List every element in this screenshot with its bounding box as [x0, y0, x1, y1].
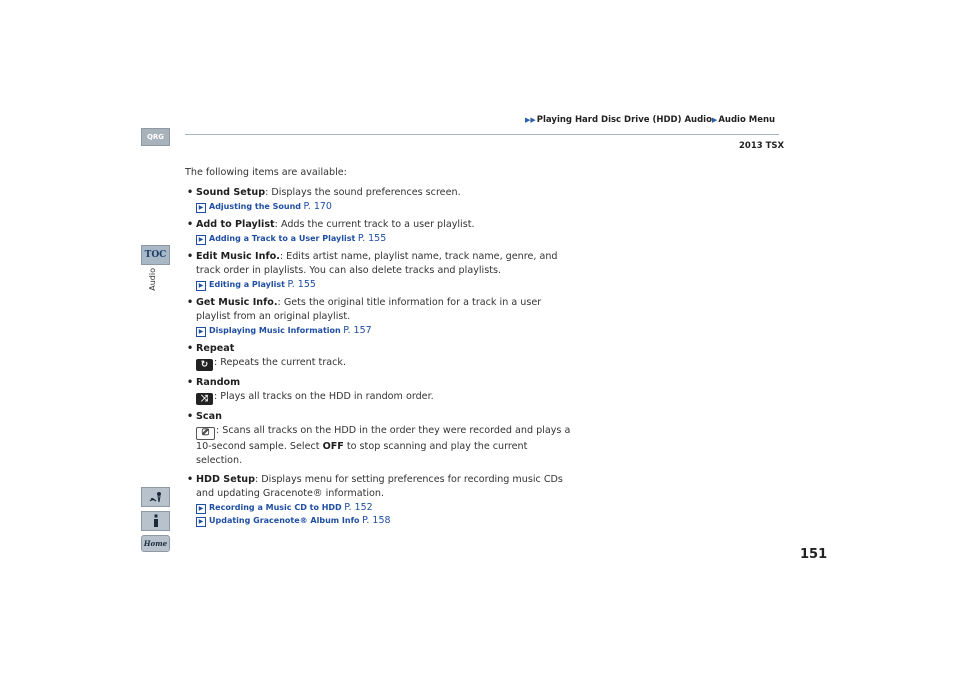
breadcrumb-arrow-icon: ▶: [711, 116, 718, 124]
page-number: 151: [800, 547, 828, 562]
header-rule: [185, 134, 779, 135]
ref-page: P. 170: [303, 201, 332, 212]
intro-text: The following items are available:: [185, 167, 347, 178]
bullet: •: [187, 377, 194, 388]
list-item: [185, 473, 575, 527]
cross-reference-link[interactable]: [196, 501, 575, 514]
scan-icon: ⎚: [196, 427, 215, 440]
bullet: •: [187, 343, 194, 354]
model-label: 2013 TSX: [739, 141, 785, 151]
list-item: [185, 410, 575, 468]
cross-reference-link[interactable]: [196, 278, 575, 291]
list-item: [185, 186, 575, 213]
ref-title: Recording a Music CD to HDD: [209, 503, 342, 512]
ref-title: Adding a Track to a User Playlist: [209, 234, 356, 243]
breadcrumb: [525, 115, 775, 125]
ref-title: Updating Gracenote® Album Info: [209, 516, 360, 525]
reference-arrow-icon: ▶: [196, 327, 206, 337]
bullet: •: [187, 251, 194, 262]
ref-page: P. 155: [357, 233, 387, 244]
bullet: •: [187, 219, 194, 230]
toc-label: TOC: [144, 250, 167, 260]
item-term: Add to Playlist: [196, 219, 275, 230]
item-desc-after: to stop scanning and play the current selection.: [196, 441, 528, 466]
bullet: •: [187, 474, 194, 485]
home-button[interactable]: [141, 535, 170, 552]
reference-arrow-icon: ▶: [196, 235, 206, 245]
ref-page: P. 155: [287, 279, 316, 290]
item-desc: : Repeats the current track.: [214, 357, 347, 368]
ref-title: Adjusting the Sound: [209, 202, 301, 211]
item-desc: : Scans all tracks on the HDD in the order they were recorded and plays a 10-second sample. Select: [196, 425, 571, 452]
item-desc: : Displays menu for setting preferences for recording music CDs and updating Gracenote® information.: [196, 474, 563, 499]
info-icon: [151, 514, 161, 528]
qrg-label: QRG: [146, 133, 165, 141]
item-term: Sound Setup: [196, 187, 266, 198]
cross-reference-link[interactable]: [196, 324, 575, 337]
list-item: [185, 376, 575, 405]
breadcrumb-section[interactable]: Playing Hard Disc Drive (HDD) Audio: [536, 115, 712, 125]
reference-arrow-icon: ▶: [196, 504, 206, 514]
bullet: •: [187, 411, 194, 422]
item-term: Scan: [196, 411, 222, 422]
ref-page: P. 157: [343, 325, 372, 336]
content-area: [185, 166, 575, 532]
ref-title: Displaying Music Information: [209, 326, 341, 335]
toc-button[interactable]: [141, 245, 170, 265]
qrg-button[interactable]: [141, 128, 170, 146]
info-button[interactable]: [141, 511, 170, 531]
off-option: OFF: [322, 441, 344, 452]
voice-command-button[interactable]: [141, 487, 170, 507]
item-term: Repeat: [196, 343, 235, 354]
cross-reference-link[interactable]: [196, 514, 575, 527]
list-item: [185, 250, 575, 291]
item-desc-block: [196, 390, 575, 405]
bullet: •: [187, 297, 194, 308]
ref-page: P. 152: [344, 502, 373, 513]
breadcrumb-arrow-icon: ▶▶: [525, 116, 536, 124]
cross-reference-link[interactable]: [196, 232, 575, 245]
item-desc-block: [196, 356, 575, 371]
breadcrumb-page[interactable]: Audio Menu: [718, 115, 776, 125]
ref-title: Editing a Playlist: [209, 280, 285, 289]
reference-arrow-icon: ▶: [196, 281, 206, 291]
home-label: Home: [143, 539, 168, 548]
repeat-icon: ↻: [196, 359, 213, 371]
list-item: [185, 218, 575, 245]
item-term: HDD Setup: [196, 474, 255, 485]
item-term: Edit Music Info.: [196, 251, 280, 262]
random-icon: ⤨: [196, 393, 213, 405]
item-term: Get Music Info.: [196, 297, 278, 308]
list-item: [185, 342, 575, 371]
ref-page: P. 158: [362, 515, 391, 526]
reference-arrow-icon: ▶: [196, 517, 206, 527]
voice-command-icon: [148, 490, 164, 504]
bullet: •: [187, 187, 194, 198]
cross-reference-link[interactable]: [196, 200, 575, 213]
list-item: [185, 296, 575, 337]
item-desc-block: [196, 424, 575, 468]
item-desc: : Displays the sound preferences screen.: [265, 187, 461, 198]
item-desc: : Adds the current track to a user playlist.: [274, 219, 475, 230]
item-term: Random: [196, 377, 241, 388]
item-desc: : Gets the original title information for a track in a user playlist from an original playlist.: [196, 297, 542, 322]
item-desc: : Edits artist name, playlist name, track name, genre, and track order in playlists. You can also delete tracks and playlists.: [196, 251, 558, 276]
reference-arrow-icon: ▶: [196, 203, 206, 213]
item-desc: : Plays all tracks on the HDD in random order.: [214, 391, 434, 402]
section-label: Audio: [148, 268, 157, 291]
